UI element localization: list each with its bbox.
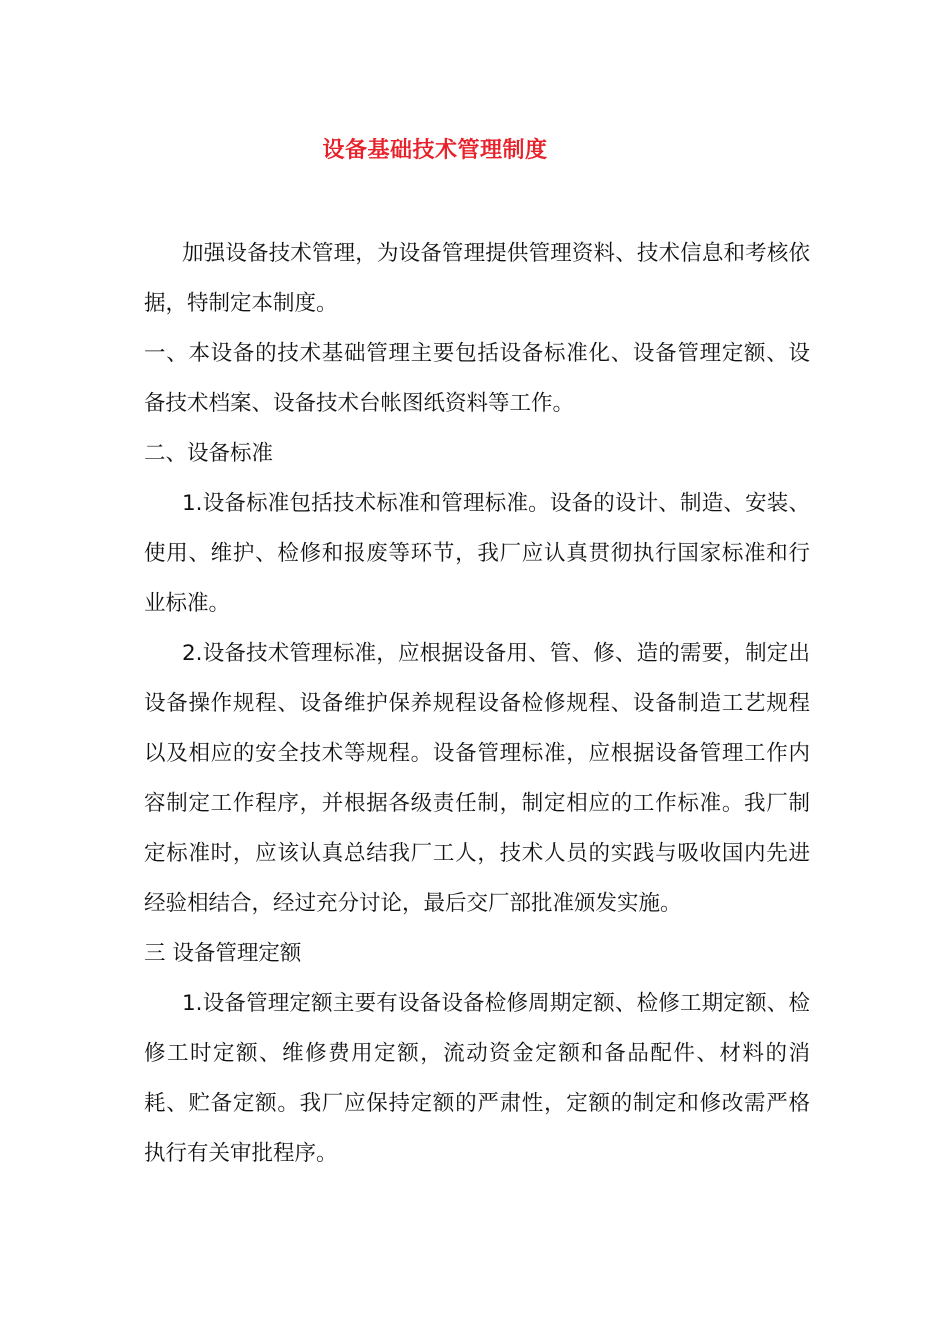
document-title: 设备基础技术管理制度	[322, 138, 548, 163]
intro-paragraph: 加强设备技术管理，为设备管理提供管理资料、技术信息和考核依据，特制定本制度。	[144, 241, 810, 316]
section-two-item-1: 1.设备标准包括技术标准和管理标准。设备的设计、制造、安装、使用、维护、检修和报废等环节，我厂应认真贯彻执行国家标准和行业标准。	[144, 491, 810, 616]
section-three-item-1: 1.设备管理定额主要有设备设备检修周期定额、检修工期定额、检修工时定额、维修费用定额，流动资金定额和备品配件、材料的消耗、贮备定额。我厂应保持定额的严肃性，定额的制定和修改需严格执行有关审批程序。	[144, 991, 810, 1166]
section-three-heading: 三 设备管理定额	[144, 941, 302, 966]
section-one-paragraph: 一、本设备的技术基础管理主要包括设备标准化、设备管理定额、设备技术档案、设备技术台帐图纸资料等工作。	[144, 341, 810, 416]
section-two-heading: 二、设备标准	[144, 441, 274, 466]
section-two-item-2: 2.设备技术管理标准，应根据设备用、管、修、造的需要，制定出设备操作规程、设备维护保养规程设备检修规程、设备制造工艺规程以及相应的安全技术等规程。设备管理标准，应根据设备管理工作内容制定工作程序，并根据各级责任制，制定相应的工作标准。我厂制定标准时，应该认真总结我厂工人，技术人员的实践与吸收国内先进经验相结合，经过充分讨论，最后交厂部批准颁发实施。	[144, 641, 810, 916]
document-body	[144, 229, 810, 1179]
